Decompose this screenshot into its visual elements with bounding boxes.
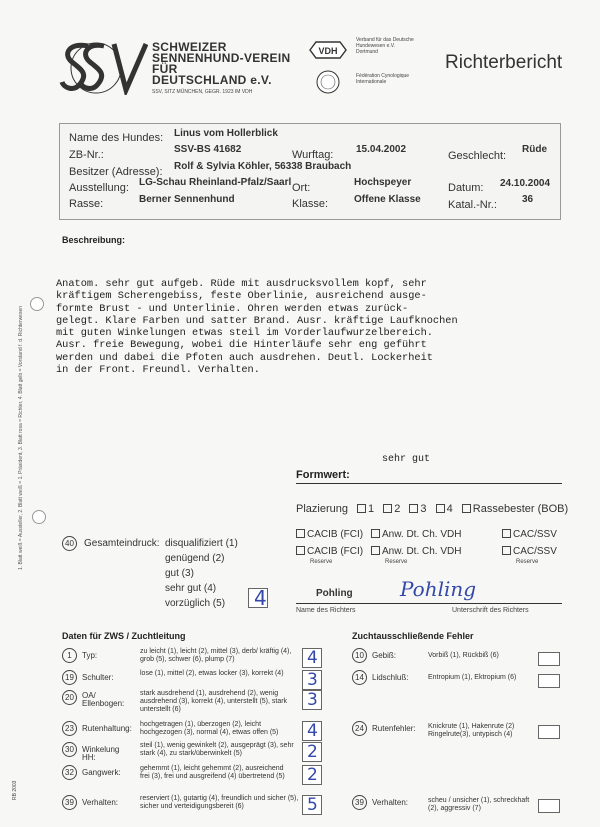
judge-signature: Pohling — [400, 577, 477, 601]
beschreibung-heading: Beschreibung: — [62, 235, 126, 245]
rasse-label: Rasse: — [69, 198, 104, 210]
zws-mark: 5 — [307, 795, 318, 815]
zws-label: Schulter: — [82, 673, 114, 682]
formwert-value: sehr gut — [382, 454, 431, 465]
zws-num: 23 — [62, 721, 77, 736]
anw-checkbox[interactable]: Anw. Dt. Ch. VDH — [371, 529, 461, 540]
katal-value: 36 — [522, 194, 534, 205]
zws-label: Rutenhaltung: — [82, 724, 132, 733]
fault-label: Gebiß: — [372, 651, 397, 660]
zws-num: 19 — [62, 670, 77, 685]
katal-label: Katal.-Nr.: — [448, 199, 497, 211]
zws-num: 20 — [62, 690, 77, 705]
fault-box[interactable] — [538, 674, 560, 688]
faults-heading: Zuchtausschließende Fehler — [352, 631, 474, 641]
fault-text: Vorbiß (1), Rückbiß (6) — [428, 652, 499, 659]
copy-distribution-note: 1. Blatt weiß = Aussteller, 2. Blatt weiß = 1. Präsident, 3. Blatt rosa = Richter, 4. Blatt gelb = Vorstand f. d. Richterwesen — [18, 305, 24, 570]
anw-reserve-checkbox[interactable]: Anw. Dt. Ch. VDH — [371, 546, 461, 557]
bob-checkbox[interactable]: Rassebester (BOB) — [462, 503, 568, 515]
zws-num: 30 — [62, 742, 77, 757]
place-3-checkbox[interactable]: 3 — [409, 503, 426, 515]
description-text: Anatom. sehr gut aufgeb. Rüde mit ausdrucksvollem kopf, sehr kräftigem Scherengebiss, feste Oberlinie, ausreichend ausge- formte Brust - und Unterlinie. Ohren werden etwas zurück- gelegt. Klare Farben und satter Brand. Ausr. kräftige Laufknochen mit guten Winkelungen etwas steil im Vorderlaufwurzelbereich. Ausr. freie Bewegung, wobei die Hinterläufe sehr eng geführt werden und dabei die Pfoten auch ausdrehen. Deutl. Lockerheit in der Front. Freundl. Verhalten. — [56, 278, 458, 377]
platzierung-row — [296, 503, 568, 515]
datum-value: 24.10.2004 — [500, 178, 551, 189]
fci-text: Fédération Cynologique Internationale — [356, 73, 410, 85]
option-genuegend: genügend (2) — [165, 553, 225, 564]
name-label: Name des Hundes: — [69, 132, 164, 144]
wurftag-value: 15.04.2002 — [356, 144, 407, 155]
formwert-divider — [296, 483, 562, 484]
besitzer-label: Besitzer (Adresse): — [69, 166, 163, 178]
ort-label: Ort: — [292, 182, 311, 194]
zws-text: steil (1), wenig gewinkelt (2), ausgeprägt (3), sehr stark (4), zu stark/überwinkelt (5) — [140, 742, 294, 757]
zws-label: Typ: — [82, 651, 98, 660]
fault-label: Rutenfehler: — [372, 724, 416, 733]
klasse-value: Offene Klasse — [354, 194, 421, 205]
fault-num: 10 — [352, 648, 367, 663]
fault-num: 14 — [352, 670, 367, 685]
gesamteindruck-handwritten: 4 — [254, 586, 267, 610]
place-2-checkbox[interactable]: 2 — [383, 503, 400, 515]
zb-label: ZB-Nr.: — [69, 149, 104, 161]
gesamteindruck-number: 40 — [62, 536, 77, 551]
besitzer-value: Rolf & Sylvia Köhler, 56338 Braubach — [174, 161, 352, 172]
ausstellung-value: LG-Schau Rheinland-Pfalz/Saarl — [139, 177, 292, 188]
zws-text: lose (1), mittel (2), etwas locker (3), korrekt (4) — [140, 670, 284, 677]
anw-reserve-label: Reserve — [385, 559, 408, 565]
cacib-reserve-label: Reserve — [310, 559, 333, 565]
zws-mark: 3 — [307, 670, 318, 690]
ort-value: Hochspeyer — [354, 177, 412, 188]
judge-name: Pohling — [316, 588, 353, 599]
ssv-logo — [58, 40, 148, 95]
name-value: Linus vom Hollerblick — [174, 128, 278, 139]
vdh-logo — [306, 40, 350, 100]
place-1-checkbox[interactable]: 1 — [357, 503, 374, 515]
form-code: RB 2003 — [12, 780, 18, 800]
zws-text: zu leicht (1), leicht (2), mittel (3), derb/ kräftig (4), grob (5), schwer (6), plump (7) — [140, 648, 292, 663]
option-disqualifiziert: disqualifiziert (1) — [165, 538, 238, 549]
svg-text:VDH: VDH — [318, 46, 338, 56]
zws-text: hochgetragen (1), überzogen (2), leicht hochgezogen (3), normal (4), etwas offen (5) — [140, 721, 279, 736]
cac-checkbox[interactable]: CAC/SSV — [502, 529, 557, 540]
dog-info-box — [59, 123, 561, 220]
zws-text: stark ausdrehend (1), ausdrehend (2), wenig ausdrehend (3), korrekt (4), unterstellt (5), stark unterstellt (6) — [140, 690, 288, 713]
geschlecht-label: Geschlecht: — [448, 150, 507, 162]
klasse-label: Klasse: — [292, 198, 329, 210]
wurftag-label: Wurftag: — [292, 149, 334, 161]
zws-num: 1 — [62, 648, 77, 663]
rasse-value: Berner Sennenhund — [139, 194, 235, 205]
signature-label: Unterschrift des Richters — [452, 607, 529, 614]
fault-text: scheu / unsicher (1), schreckhaft (2), aggressiv (7) — [428, 797, 530, 812]
cacib-checkbox[interactable]: CACIB (FCI) — [296, 529, 363, 540]
zws-label: Gangwerk: — [82, 768, 121, 777]
zws-num: 32 — [62, 765, 77, 780]
zb-value: SSV-BS 41682 — [174, 144, 242, 155]
geschlecht-value: Rüde — [522, 144, 547, 155]
zws-label: Verhalten: — [82, 798, 119, 807]
zws-num: 39 — [62, 795, 77, 810]
report-title: Richterbericht — [445, 52, 563, 73]
judge-name-label: Name des Richters — [296, 607, 356, 614]
zws-mark: 2 — [307, 742, 318, 762]
formwert-label: Formwert: — [296, 469, 350, 481]
zws-mark: 3 — [307, 690, 318, 710]
zws-mark: 2 — [307, 765, 318, 785]
fault-box[interactable] — [538, 799, 560, 813]
zws-label: OA/ Ellenbogen: — [82, 691, 125, 708]
fault-label: Verhalten: — [372, 798, 409, 807]
cac-reserve-checkbox[interactable]: CAC/SSV — [502, 546, 557, 557]
fault-label: Lidschluß: — [372, 673, 409, 682]
cacib-reserve-checkbox[interactable]: CACIB (FCI) — [296, 546, 363, 557]
fault-text: Knickrute (1), Hakenrute (2) Ringelrute(3), untypisch (4) — [428, 723, 515, 738]
zws-mark: 4 — [307, 721, 318, 741]
punch-hole-top — [30, 297, 44, 311]
fault-text: Entropium (1), Ektropium (6) — [428, 674, 517, 681]
zws-text: gehemmt (1), leicht gehemmt (2), ausreichend frei (3), frei und ausgreifend (4) übertretend (5) — [140, 765, 285, 780]
judge-line — [296, 603, 562, 604]
zws-mark: 4 — [307, 648, 318, 668]
club-name: SCHWEIZER SENNENHUND-VEREIN FÜR DEUTSCHLAND e.V. — [152, 40, 291, 87]
fault-num: 24 — [352, 721, 367, 736]
fault-num: 39 — [352, 795, 367, 810]
fault-box[interactable] — [538, 725, 560, 739]
option-sehr-gut: sehr gut (4) — [165, 583, 217, 594]
option-gut: gut (3) — [165, 568, 194, 579]
option-vorzueglich: vorzüglich (5) — [165, 598, 226, 609]
zws-label: Winkelung HH: — [82, 745, 120, 762]
ausstellung-label: Ausstellung: — [69, 182, 129, 194]
fault-box[interactable] — [538, 652, 560, 666]
zws-heading: Daten für ZWS / Zuchtleitung — [62, 631, 186, 641]
punch-hole-bottom — [32, 510, 46, 524]
platzierung-label: Plazierung — [296, 503, 348, 515]
zws-text: reserviert (1), gutartig (4), freundlich und sicher (5), sicher und verteidigungsbereit (6) — [140, 795, 299, 810]
gesamteindruck-label: Gesamteindruck: — [84, 538, 160, 549]
place-4-checkbox[interactable]: 4 — [436, 503, 453, 515]
vdh-text: Verband für das Deutsche Hundewesen e.V. Dortmund — [356, 37, 414, 55]
cac-reserve-label: Reserve — [516, 559, 539, 565]
datum-label: Datum: — [448, 182, 484, 194]
club-subtitle: SSV, SITZ MÜNCHEN, GEGR. 1923 IM VDH — [152, 89, 253, 95]
